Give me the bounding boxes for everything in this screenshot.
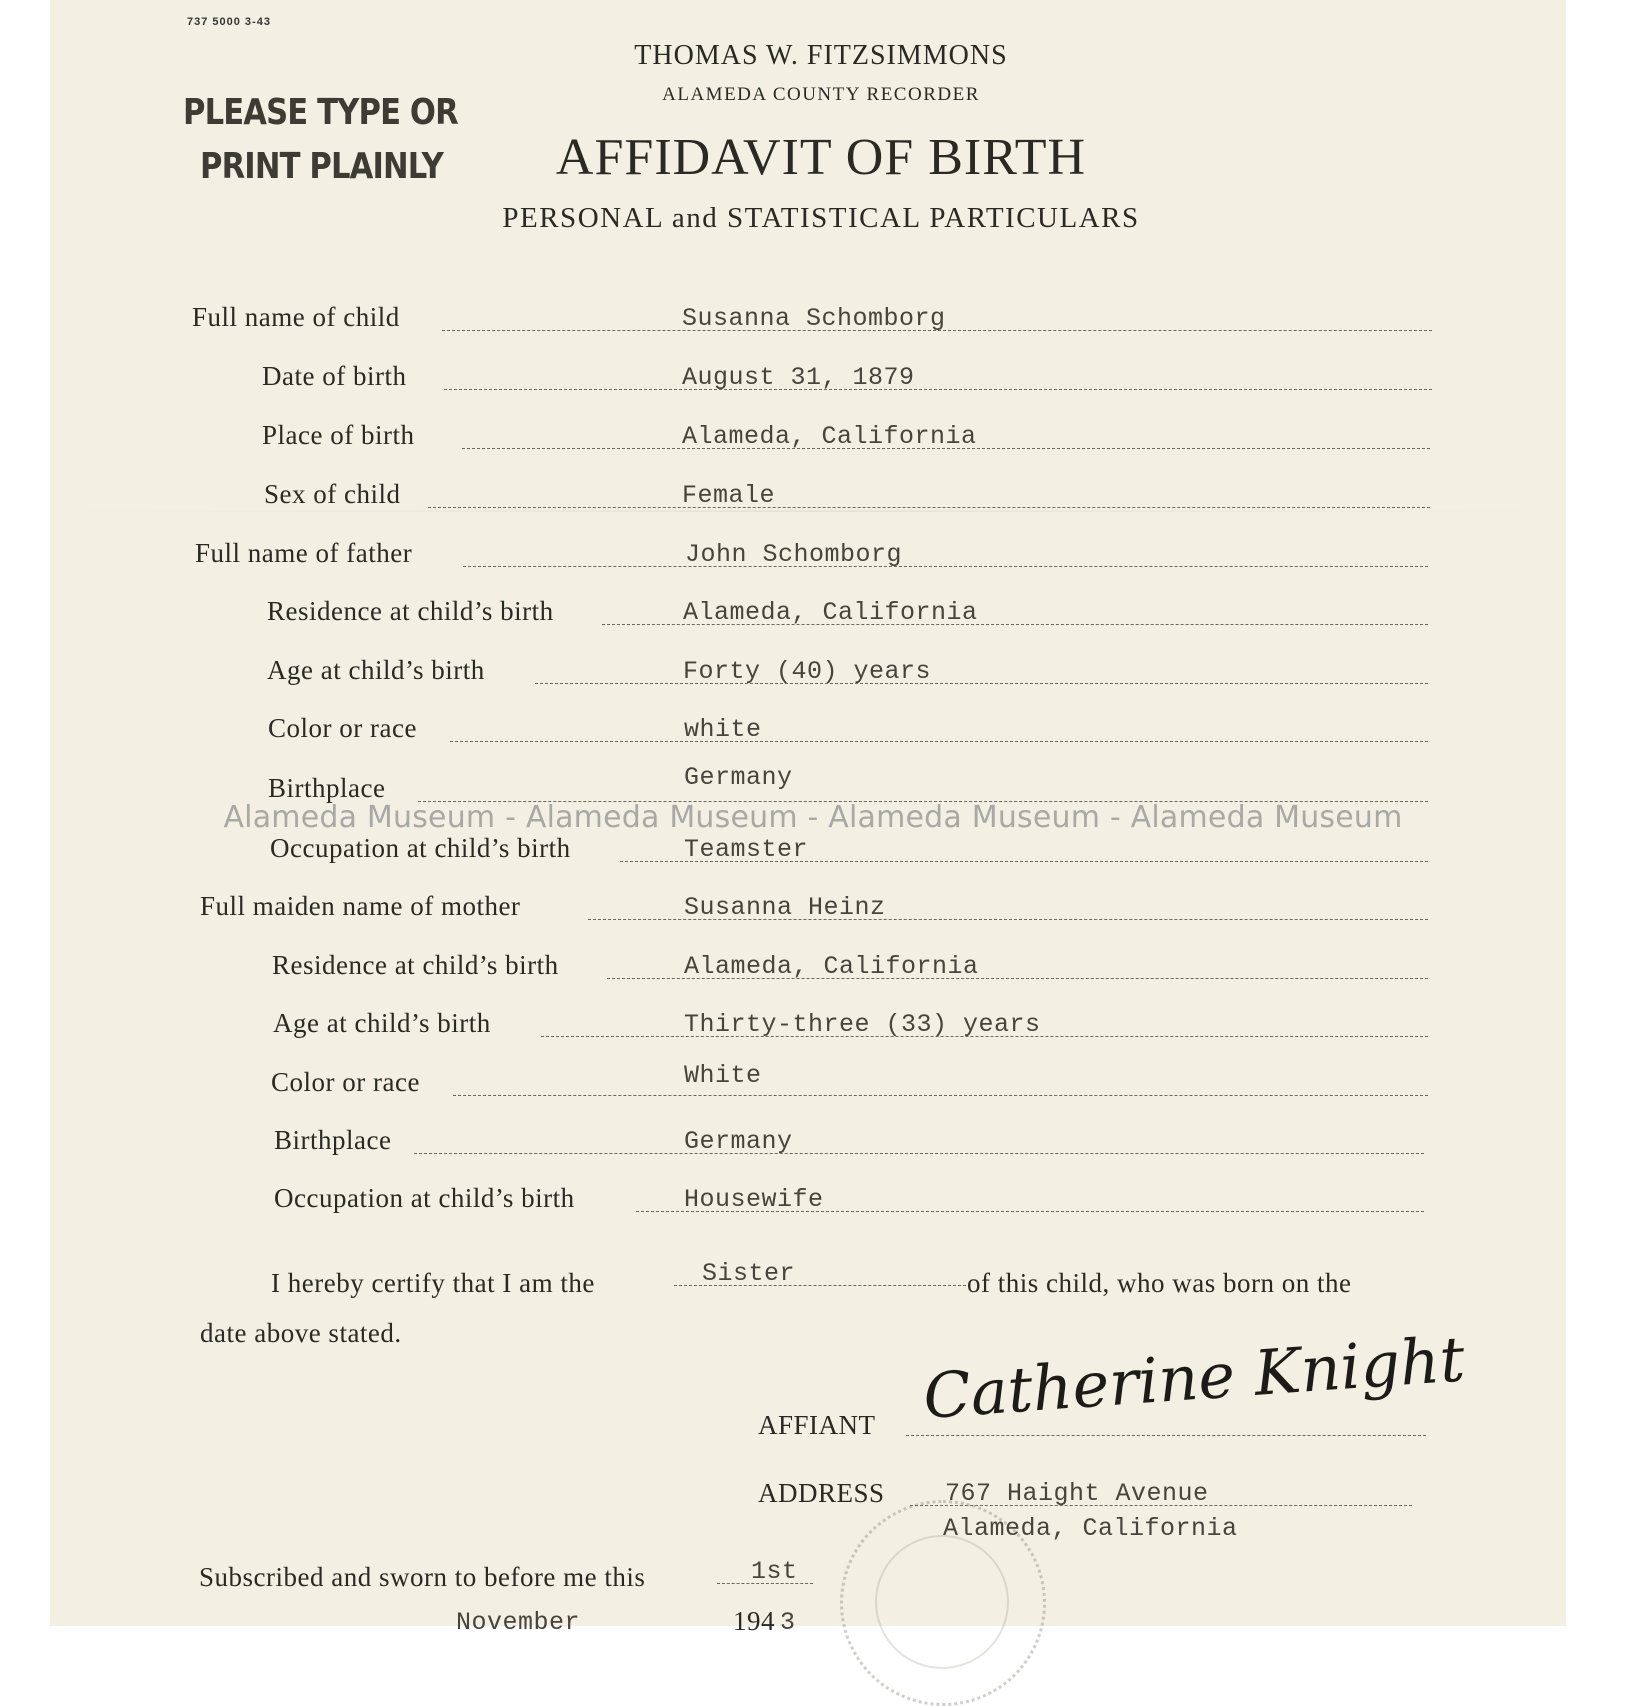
field-label: Sex of child bbox=[264, 479, 401, 509]
recorder-title: ALAMEDA COUNTY RECORDER bbox=[662, 84, 980, 105]
field-label: Residence at child’s birth bbox=[267, 596, 554, 626]
field-value: Germany bbox=[684, 763, 793, 792]
field-value: White bbox=[684, 1061, 762, 1090]
sworn-day-line bbox=[717, 1548, 813, 1588]
field-row bbox=[267, 589, 1428, 629]
fill-line bbox=[428, 507, 1430, 508]
field-value: Germany bbox=[684, 1127, 793, 1156]
field-value: Housewife bbox=[684, 1185, 824, 1214]
sworn-text: Subscribed and sworn to before me this bbox=[199, 1562, 646, 1592]
form-number: 737 5000 3-43 bbox=[187, 16, 271, 28]
field-value: Susanna Heinz bbox=[684, 893, 886, 922]
address-line2: Alameda, California bbox=[943, 1514, 1238, 1543]
certification-line2: date above stated. bbox=[200, 1318, 402, 1348]
field-row bbox=[273, 1001, 1428, 1041]
address-line1: 767 Haight Avenue bbox=[945, 1479, 1209, 1508]
address-line bbox=[910, 1470, 1412, 1510]
field-row bbox=[271, 1060, 1428, 1100]
field-row bbox=[200, 884, 1428, 924]
fill-line bbox=[450, 741, 1428, 742]
field-label: Full name of father bbox=[195, 538, 413, 568]
field-label: Place of birth bbox=[262, 420, 415, 450]
field-label: Color or race bbox=[268, 713, 417, 743]
notary-seal-inner bbox=[875, 1535, 1009, 1669]
field-row bbox=[267, 648, 1428, 688]
field-label: Birthplace bbox=[268, 773, 386, 803]
sworn-year-suffix: 3 bbox=[780, 1608, 796, 1637]
fill-line bbox=[414, 1153, 1424, 1154]
field-label: Age at child’s birth bbox=[267, 655, 485, 685]
field-value: Alameda, California bbox=[683, 598, 978, 627]
fill-line bbox=[535, 683, 1428, 684]
field-label: Full name of child bbox=[192, 302, 400, 332]
sworn-month: November bbox=[456, 1608, 581, 1637]
field-label: Residence at child’s birth bbox=[272, 950, 559, 980]
field-value: Female bbox=[682, 481, 776, 510]
print-instruction-stamp-line2: PRINT PLAINLY bbox=[200, 146, 443, 187]
print-instruction-stamp-line1: PLEASE TYPE OR bbox=[183, 92, 458, 133]
field-row bbox=[262, 354, 1432, 394]
certification-relation: Sister bbox=[702, 1259, 796, 1288]
field-value: Alameda, California bbox=[682, 422, 977, 451]
field-value: August 31, 1879 bbox=[682, 363, 915, 392]
field-value: white bbox=[684, 715, 762, 744]
field-value: Alameda, California bbox=[684, 952, 979, 981]
affiant-label: AFFIANT bbox=[758, 1410, 876, 1440]
field-label: Date of birth bbox=[262, 361, 407, 391]
sworn-day: 1st bbox=[751, 1557, 798, 1586]
field-value: John Schomborg bbox=[685, 540, 903, 569]
field-value: Thirty-three (33) years bbox=[684, 1010, 1041, 1039]
sworn-year-prefix: 194 bbox=[733, 1606, 775, 1636]
field-label: Age at child’s birth bbox=[273, 1008, 491, 1038]
field-value: Susanna Schomborg bbox=[682, 304, 946, 333]
recorder-name: THOMAS W. FITZSIMMONS bbox=[634, 40, 1008, 71]
certification-suffix: of this child, who was born on the bbox=[967, 1268, 1352, 1298]
field-value: Teamster bbox=[684, 835, 809, 864]
address-label: ADDRESS bbox=[758, 1478, 885, 1508]
field-row bbox=[195, 531, 1428, 571]
field-row bbox=[192, 295, 1432, 335]
field-label: Full maiden name of mother bbox=[200, 891, 521, 921]
certification-relation-line bbox=[674, 1250, 966, 1290]
field-row bbox=[272, 943, 1428, 983]
fill-line bbox=[906, 1435, 1426, 1436]
field-label: Occupation at child’s birth bbox=[270, 833, 571, 863]
fill-line bbox=[444, 389, 1432, 390]
field-row bbox=[274, 1176, 1424, 1216]
field-row bbox=[262, 413, 1430, 453]
field-label: Birthplace bbox=[274, 1125, 392, 1155]
field-value: Forty (40) years bbox=[683, 657, 932, 686]
field-row bbox=[264, 472, 1430, 512]
museum-watermark: Alameda Museum - Alameda Museum - Alameda Museum - Alameda Museum bbox=[223, 800, 1403, 835]
certification-prefix: I hereby certify that I am the bbox=[271, 1268, 595, 1298]
field-row bbox=[268, 706, 1428, 746]
document-title: AFFIDAVIT OF BIRTH bbox=[555, 129, 1087, 186]
fill-line bbox=[463, 566, 1428, 567]
field-row bbox=[274, 1118, 1424, 1158]
fill-line bbox=[453, 1095, 1428, 1096]
affiant-signature: Catherine Knight bbox=[920, 1322, 1468, 1433]
document-subtitle: PERSONAL and STATISTICAL PARTICULARS bbox=[502, 202, 1140, 234]
field-label: Color or race bbox=[271, 1067, 420, 1097]
field-label: Occupation at child’s birth bbox=[274, 1183, 575, 1213]
